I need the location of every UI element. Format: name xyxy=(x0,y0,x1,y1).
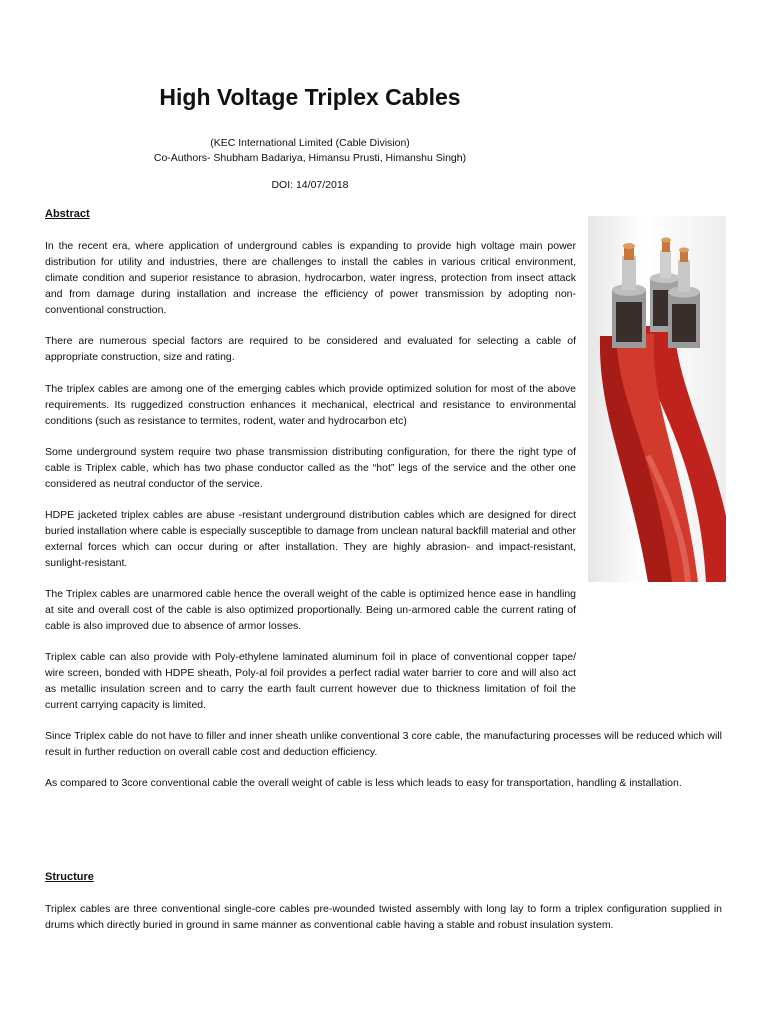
abstract-heading: Abstract xyxy=(45,208,90,220)
authors: Co-Authors- Shubham Badariya, Himansu Prusti, Himanshu Singh) xyxy=(153,152,467,164)
abstract-paragraph: Since Triplex cable do not have to filler and inner sheath unlike conventional 3 core cable, the manufacturing processes will be reduced which will result in further reduction on overall cable cost and deduction efficiency. xyxy=(45,730,722,758)
document-title: High Voltage Triplex Cables xyxy=(159,84,461,110)
structure-paragraph: Triplex cables are three conventional single-core cables pre-wounded twisted assembly with long lay to form a triplex configuration supplied in drums which directly buried in ground in same manner as conventional cable having a stable and robust insulation system. xyxy=(45,903,722,931)
abstract-paragraph: Some underground system require two phase transmission distributing configuration, for there the right type of cable is Triplex cable, which has two phase conductor called as the “hot” legs of the service and the other one considered as neutral conductor of the service. xyxy=(45,446,576,490)
abstract-paragraph: In the recent era, where application of underground cables is expanding to provide high voltage main power distribution for utility and industries, there are challenges to install the cables in various critical environment, climate condition and superior resistance to abrasion, hydrocarbon, water ingress, protection from insect attack and from damage during installation and increase the efficiency of power transmission by adopting non-conventional construction. xyxy=(45,240,576,316)
abstract-paragraph: The triplex cables are among one of the emerging cables which provide optimized solution for most of the above requirements. Its ruggedized construction enhances it mechanical, electrical and resistance to environmental conditions (such as resistance to termites, rodent, water and hydrocarbon etc) xyxy=(45,383,576,427)
triplex-cable-photo xyxy=(588,216,726,582)
abstract-paragraph: Triplex cable can also provide with Poly-ethylene laminated aluminum foil in place of conventional copper tape/ wire screen, bonded with HDPE sheath, Poly-al foil provides a perfect radial water barrier to core and will also act as metallic insulation screen and to carry the earth fault current however due to thickness limitation of foil the current carrying capacity is limited. xyxy=(45,651,576,711)
abstract-paragraph: The Triplex cables are unarmored cable hence the overall weight of the cable is optimized hence ease in handling at site and overall cost of the cable is also optimized proportionally. Being un-armored cable the current rating of cable is also improved due to absence of armor losses. xyxy=(45,588,576,632)
abstract-paragraph: HDPE jacketed triplex cables are abuse -resistant underground distribution cables which are designed for direct buried installation where cable is especially susceptible to damage from unclean natural backfill material and other external forces which can occur during or after installation. They are highly abrasion- and impact-resistant, sunlight-resistant. xyxy=(45,509,576,569)
triplex-cable-illustration xyxy=(588,216,726,582)
affiliation: (KEC International Limited (Cable Division) xyxy=(210,137,410,149)
abstract-paragraph: As compared to 3core conventional cable the overall weight of cable is less which leads to easy for transportation, handling & installation. xyxy=(45,777,682,789)
abstract-paragraph: There are numerous special factors are required to be considered and evaluated for selecting a cable of appropriate construction, size and rating. xyxy=(45,335,576,363)
doi: DOI: 14/07/2018 xyxy=(271,179,349,191)
structure-heading: Structure xyxy=(45,871,94,883)
